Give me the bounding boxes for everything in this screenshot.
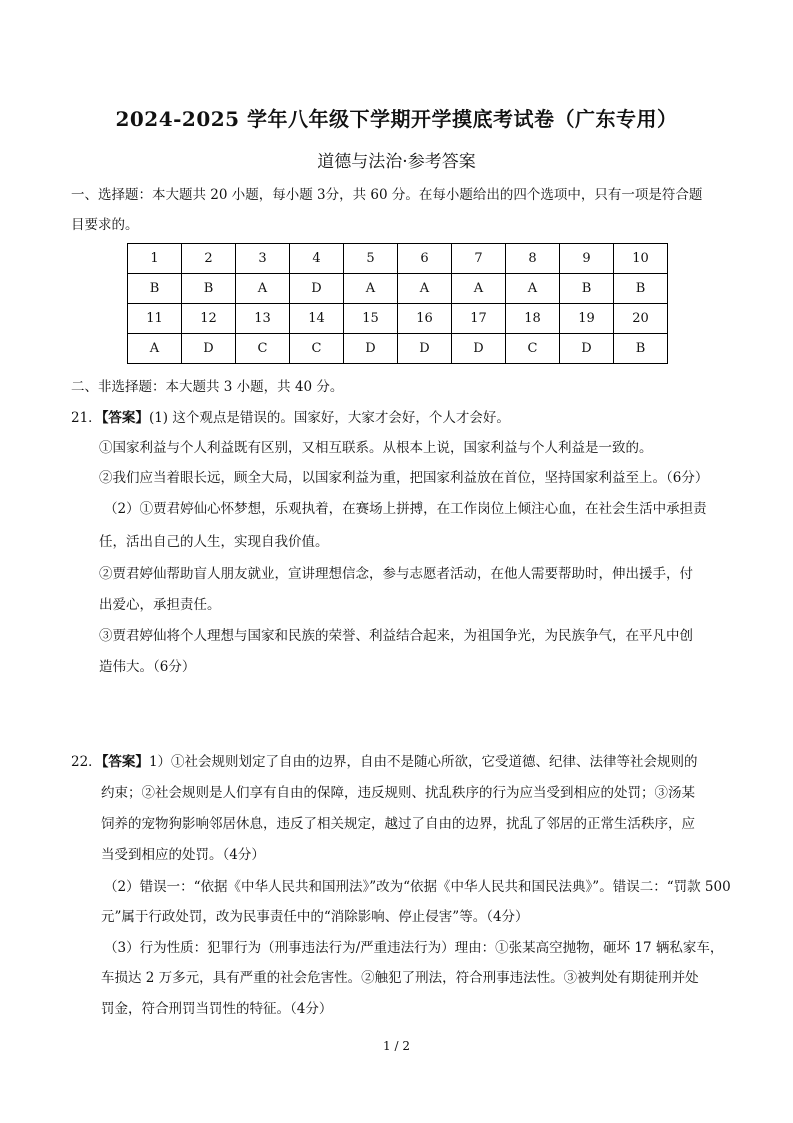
- page-number: 1 / 2: [383, 1039, 410, 1053]
- question-number-cell: 17: [452, 304, 506, 334]
- q21-line5: 任，活出自己的人生，实现自我价值。: [99, 534, 329, 550]
- answer-letter-cell: D: [182, 334, 236, 364]
- q22-line8: 车损达 2 万多元，具有严重的社会危害性。②触犯了刑法，符合刑事违法性。③被判处有期徒刑并处: [101, 970, 699, 986]
- question-number-row: [128, 304, 668, 334]
- q22-line2: 约束；②社会规则是人们享有自由的保障，违反规则、扰乱秩序的行为应当受到相应的处罚；③汤某: [101, 785, 695, 801]
- answer-letter-cell: C: [506, 334, 560, 364]
- question-number-cell: 16: [398, 304, 452, 334]
- q22-line4: 当受到相应的处罚。（4分）: [101, 847, 265, 863]
- q21-line2: ①国家利益与个人利益既有区别，又相互联系。从根本上说，国家利益与个人利益是一致的。: [99, 440, 653, 456]
- q21-line3: ②我们应当着眼长远，顾全大局，以国家利益为重，把国家利益放在首位，坚持国家利益至上。（6分）: [99, 470, 709, 486]
- section2-heading: 二、非选择题：本大题共 3 小题，共 40 分。: [71, 379, 344, 395]
- answer-letter-cell: A: [344, 274, 398, 304]
- question-number-cell: 20: [614, 304, 668, 334]
- answer-letter-row: [128, 274, 668, 304]
- question-number-row: [128, 244, 668, 274]
- question-number-cell: 11: [128, 304, 182, 334]
- question-number-cell: 7: [452, 244, 506, 274]
- answer-letter-cell: A: [236, 274, 290, 304]
- answer-letter-cell: D: [398, 334, 452, 364]
- question-number-cell: 2: [182, 244, 236, 274]
- q22-line6: 元”属于行政处罚，改为民事责任中的“消除影响、停止侵害”等。（4分）: [101, 909, 529, 925]
- question-number-cell: 15: [344, 304, 398, 334]
- q22-line5: （2）错误一：“依据《中华人民共和国刑法》”改为“依据《中华人民共和国民法典》”。错误二：“罚款 500: [104, 879, 731, 895]
- question-number-cell: 5: [344, 244, 398, 274]
- q21-line6: ②贾君婷仙帮助盲人朋友就业，宣讲理想信念，参与志愿者活动，在他人需要帮助时，伸出援手，付: [99, 566, 693, 582]
- question-number-cell: 13: [236, 304, 290, 334]
- q21-number: 21．: [71, 410, 102, 426]
- question-number-cell: 3: [236, 244, 290, 274]
- answer-table: [127, 243, 668, 364]
- question-number-cell: 4: [290, 244, 344, 274]
- answer-letter-cell: A: [128, 334, 182, 364]
- question-number-cell: 1: [128, 244, 182, 274]
- question-number-cell: 6: [398, 244, 452, 274]
- answer-letter-cell: B: [128, 274, 182, 304]
- answer-letter-cell: D: [560, 334, 614, 364]
- question-number-cell: 8: [506, 244, 560, 274]
- answer-letter-cell: D: [452, 334, 506, 364]
- q22-line3: 饲养的宠物狗影响邻居休息，违反了相关规定，越过了自由的边界，扰乱了邻居的正常生活秩序，应: [101, 816, 695, 832]
- answer-letter-cell: B: [182, 274, 236, 304]
- answer-letter-cell: D: [344, 334, 398, 364]
- q21-line9: 造伟大。（6分）: [99, 659, 196, 675]
- q21-answer-tag: 【答案】: [101, 410, 149, 426]
- answer-letter-cell: C: [236, 334, 290, 364]
- q21-line1: [71, 408, 510, 428]
- q21-line7: 出爱心，承担责任。: [99, 597, 221, 613]
- answer-letter-cell: A: [506, 274, 560, 304]
- page-subtitle: 道德与法治·参考答案: [317, 152, 476, 172]
- question-number-cell: 19: [560, 304, 614, 334]
- answer-letter-cell: B: [614, 274, 668, 304]
- section1-instruction-line2: 目要求的。: [71, 217, 139, 233]
- section1-instruction-line1: 一、选择题：本大题共 20 小题，每小题 3分，共 60 分。在每小题给出的四个选项中，只有一项是符合题: [71, 187, 703, 203]
- answer-letter-cell: A: [452, 274, 506, 304]
- page-title: 2024-2025 学年八年级下学期开学摸底考试卷（广东专用）: [115, 107, 678, 131]
- answer-letter-cell: D: [290, 274, 344, 304]
- answer-letter-row: [128, 334, 668, 364]
- q21-line4: （2）①贾君婷仙心怀梦想，乐观执着，在赛场上拼搏，在工作岗位上倾注心血，在社会生活中承担责: [104, 501, 707, 517]
- q22-line9: 罚金，符合刑罚当罚性的特征。（4分）: [101, 1001, 333, 1017]
- q22-line1-text: 1）①社会规则划定了自由的边界，自由不是随心所欲，它受道德、纪律、法律等社会规则的: [148, 754, 698, 770]
- question-number-cell: 18: [506, 304, 560, 334]
- q21-line1-text: (1) 这个观点是错误的。国家好，大家才会好，个人才会好。: [148, 410, 510, 426]
- question-number-cell: 14: [290, 304, 344, 334]
- q22-line7: （3）行为性质：犯罪行为（刑事违法行为/严重违法行为）理由：①张某高空抛物，砸坏 17 辆私家车，: [104, 940, 724, 956]
- q21-line8: ③贾君婷仙将个人理想与国家和民族的荣誉、利益结合起来，为祖国争光，为民族争气，在平凡中创: [99, 628, 693, 644]
- answer-letter-cell: B: [614, 334, 668, 364]
- q22-number: 22．: [71, 754, 102, 770]
- answer-letter-cell: C: [290, 334, 344, 364]
- q22-answer-tag: 【答案】: [101, 754, 149, 770]
- question-number-cell: 10: [614, 244, 668, 274]
- answer-letter-cell: B: [560, 274, 614, 304]
- q22-line1: [71, 752, 698, 772]
- question-number-cell: 9: [560, 244, 614, 274]
- answer-letter-cell: A: [398, 274, 452, 304]
- question-number-cell: 12: [182, 304, 236, 334]
